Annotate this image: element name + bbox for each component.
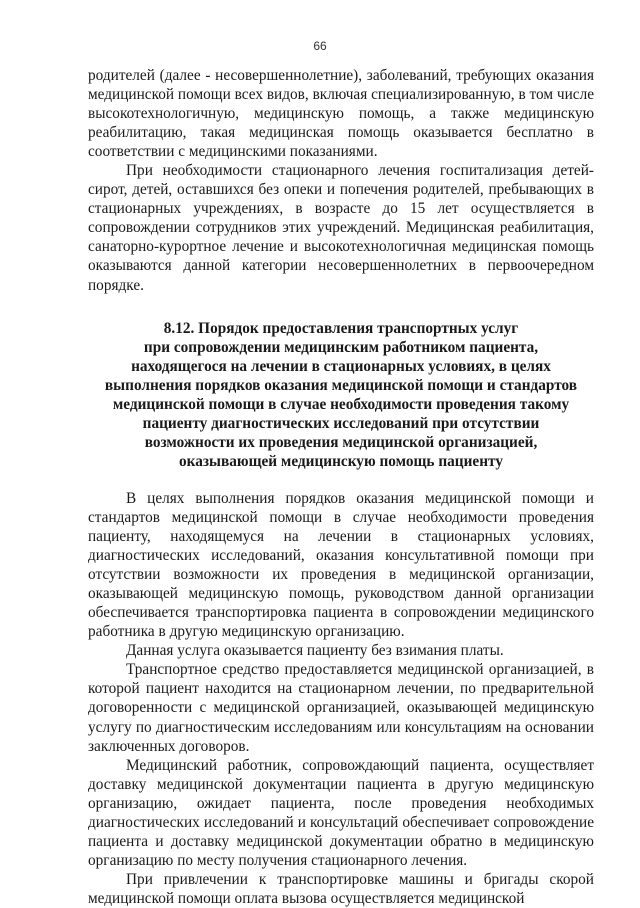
paragraph-vehicle-provision: Транспортное средство предоставляется медицинской организацией, в которой пациент находится на стационарном лечении, по предварительной договоренности с медицинской организацией, оказывающей медицинскую услугу по диагностическим исследованиям или консультациям на основании заключенных договоров.	[88, 661, 594, 755]
page-number: 66	[313, 39, 327, 53]
heading-line: возможности их проведения медицинской организацией,	[144, 433, 538, 451]
paragraph-continuation: родителей (далее - несовершеннолетние), заболеваний, требующих оказания медицинской помощи всех видов, включая специализированную, в том числе высокотехнологичную, медицинскую помощь, а также медицинскую реабилитацию, такая медицинская помощь оказывается бесплатно в соответствии с медицинскими показаниями.	[88, 67, 594, 161]
heading-line: оказывающей медицинскую помощь пациенту	[179, 452, 503, 470]
paragraph-ambulance-payment: При привлечении к транспортировке машины и бригады скорой медицинской помощи оплата вызова осуществляется медицинской	[88, 870, 594, 907]
heading-line: медицинской помощи в случае необходимости проведения такому	[112, 395, 570, 413]
heading-line: находящегося на лечении в стационарных условиях, в целях	[131, 357, 551, 375]
heading-line: выполнения порядков оказания медицинской помощи и стандартов	[104, 376, 578, 394]
document-body	[88, 66, 594, 908]
heading-line: 8.12. Порядок предоставления транспортных услуг	[163, 319, 519, 337]
paragraph-free-service: Данная услуга оказывается пациенту без взимания платы.	[126, 642, 504, 660]
paragraph-orphans-hospitalization: При необходимости стационарного лечения госпитализация детей-сирот, детей, оставшихся без опеки и попечения родителей, пребывающих в стационарных учреждениях, в возрасте до 15 лет осуществляется в сопровождении сотрудников этих учреждений. Медицинская реабилитация, санаторно-курортное лечение и высокотехнологичная медицинская помощь оказываются данной категории несовершеннолетних в первоочередном порядке.	[88, 162, 594, 294]
section-heading	[88, 319, 594, 471]
paragraph-accompanying-worker: Медицинский работник, сопровождающий пациента, осуществляет доставку медицинской документации пациента в другую медицинскую организацию, ожидает пациента, после проведения необходимых диагностических исследований и консультаций обеспечивает сопровождение пациента и доставку медицинской документации обратно в медицинскую организацию по месту получения стационарного лечения.	[88, 756, 594, 869]
heading-line: пациенту диагностических исследований при отсутствии	[142, 414, 540, 432]
paragraph-transport-purpose: В целях выполнения порядков оказания медицинской помощи и стандартов медицинской помощи в случае необходимости проведения пациенту, находящемуся на лечении в стационарных условиях, диагностических исследований, оказания консультативной помощи при отсутствии возможности их проведения в медицинской организации, оказывающей медицинскую помощь, руководством данной организации обеспечивается транспортировка пациента в сопровождении медицинского работника в другую медицинскую организацию.	[88, 489, 594, 641]
heading-line: при сопровождении медицинским работником пациента,	[143, 338, 539, 356]
